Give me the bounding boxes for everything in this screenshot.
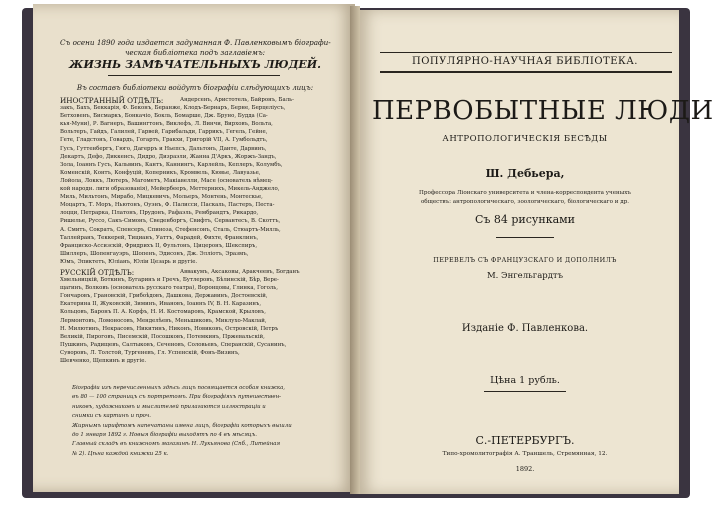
foreign-line: Коменскій, Контъ, Конфуцій, Коперникъ, Кромвель, Кювье, Лавуазье, <box>60 169 261 176</box>
notice-line-2: ческая библіотека подъ заглавіемъ: <box>124 48 266 57</box>
russian-line: Екатерина II, Жуковскій, Зиминъ, Ивановъ, Іоаннъ IV, В. Н. Каразинъ, <box>60 301 262 308</box>
publisher-note: Изданіе Ф. Павленкова. <box>461 323 589 334</box>
foreign-line: Моцартъ, Т. Моръ, Ньютонъ, Оуэнъ, Ф. Палисси, Паскаль, Пастеръ, Песта- <box>60 202 275 209</box>
printer-line: Типо-хромолитографія А. Траншель, Стремянная, 12. <box>442 451 608 457</box>
foreign-line: Таллейранъ, Теккерей, Тицианъ, Уаттъ, Фарадей, Фихте, Франклинъ, <box>60 234 259 241</box>
year-line: 1892. <box>515 465 535 473</box>
series-title: ЖИЗНЬ ЗАМѢЧАТЕЛЬНЫХЪ ЛЮДЕЙ. <box>69 58 321 71</box>
series-heading: ПОПУЛЯРНО-НАУЧНАЯ БИБЛІОТЕКА. <box>412 56 638 67</box>
foreign-line: Юмъ, Эпиктетъ, Юліанъ, Юліи Цезарь и другіе. <box>60 258 198 265</box>
russian-line: Суворовъ, Л. Толстой, Тургеневъ, Гл. Успенскій, Фонъ-Визинъ, <box>60 349 240 356</box>
short-rule <box>496 237 554 238</box>
series-rule-top <box>380 52 672 53</box>
foreign-line: кья-Муни), Р. Вагнеръ, Вашингтонъ, Виклефъ, Л. Винчи, Вирховъ, Вольта, <box>60 121 273 128</box>
foreign-line: Ришелье, Руссо, Сакъ-Симонъ, Сведенборгъ, Свифтъ, Сервантесъ, В. Скоттъ, <box>60 218 281 225</box>
foreign-line: Бетховенъ, Бисмаркъ, Бонкачіо, Бокль, Бомарше, Дж. Бруно, Будда (Са- <box>60 113 268 120</box>
foreign-line: Гусъ, Гуттенбергъ, Гюго, Дагерръ и Ньепсъ, Дальтонъ, Данте, Дарвинъ, <box>60 145 267 152</box>
intro-line: Въ составъ библіотеки войдутъ біографіи слѣдующихъ лицъ: <box>76 84 314 92</box>
russian-line: Кольцовъ, Баронъ П. А. Корфъ, Н. И. Костомаровъ, Крамской, Крыловъ, <box>60 309 266 316</box>
russian-line: Лермонтовъ, Ломоносовъ, Менделѣевъ, Меньшиковъ, Миклухо-Маклай, <box>60 317 267 324</box>
foreign-line: Зола, Іоаннъ Гусъ, Кальвинъ, Кантъ, Каннингъ, Карлейль, Кеплеръ, Колумбъ, <box>60 161 283 168</box>
author-desc-line: обществъ: антропологическаго, зоологическаго, біологическаго и др. <box>420 199 630 205</box>
foreign-line: закъ, Бахъ, Беккарія, Ф. Беконъ, Беранже, Клодъ-Бернаръ, Берне, Берцеліусъ, <box>60 105 286 112</box>
footer-line: Главный складъ въ книжномъ магазинѣ Н. Лукьянова (Спб., Литейная <box>72 441 281 448</box>
price-note: Цѣна 1 рубль. <box>490 375 560 386</box>
russian-line: Хмельницкій, Боткинъ, Бугаринъ и Гречъ, Бутлеровъ, Бѣлинскій, Бѣр, Вере- <box>60 277 279 284</box>
foreign-names <box>60 96 332 266</box>
series-title-rule <box>108 75 280 76</box>
footer-line: снимки съ картинъ и проч. <box>72 413 151 420</box>
foreign-line: кой народн. лиги образованія), Мейербееръ, Меттернихъ, Микель-Анджело, <box>60 186 280 193</box>
footer-line: въ 80 — 100 страницъ съ портретомъ. При біографіяхъ путешествен- <box>72 394 281 401</box>
notice-line-1: Съ осени 1890 года издается задуманная Ф. Павленковымъ біографи- <box>60 38 331 47</box>
russian-line: Гончаровъ, Грановскій, Грибоѣдовъ, Дашкова, Державинъ, Достоевскій, <box>60 293 268 300</box>
footer-line: № 2). Цѣна каждой книжки 25 к. <box>72 450 169 457</box>
book-title: ПЕРВОБЫТНЫЕ ЛЮДИ <box>372 96 714 126</box>
foreign-line: А. Смитъ, Сократъ, Спенсеръ, Спиноза, Стефенсонъ, Сталь, Стюартъ-Милль, <box>60 226 281 233</box>
foreign-line: Вольтеръ, Гайдъ, Галилей, Гарвей, Гарибальди, Гаррикъ, Гегель, Гейне, <box>60 129 268 136</box>
translation-note: ПЕРЕВЕЛЪ СЪ ФРАНЦУЗСКАГО И ДОПОЛНИЛЪ <box>433 256 617 264</box>
footer-line: никовъ, художниковъ и мыслителей прилагаются иллюстраціи и <box>72 403 266 410</box>
foreign-line: Гете, Гладстонъ, Говардъ, Гогартъ, Гракхи, Григорій VII, А. Гумбольдтъ, <box>60 137 268 144</box>
russian-line: Пушкинъ, Радищевъ, Салтыковъ, Сеченовъ, Соловьевъ, Сперанскій, Сусанинъ, <box>60 341 287 348</box>
foreign-line: Миль, Мильтонъ, Мирабо, Мицкевичъ, Мольеръ, Монтень, Монтескье, <box>60 194 263 201</box>
footer-line: Біографіи изъ перечисленныхъ здѣсь лицъ посвящается особая книжка, <box>72 385 285 391</box>
book-subtitle: АНТРОПОЛОГИЧЕСКІЯ БЕСѢДЫ <box>442 134 608 144</box>
foreign-line: Шиллеръ, Шопенгауэръ, Шопенъ, Эдисонъ, Дж. Элліотъ, Эразмъ, <box>60 250 249 257</box>
foreign-line: Франциско-Ассизскій, Фридрихъ II, Фультонъ, Цицеронъ, Шекспиръ, <box>60 242 258 249</box>
footer-notes <box>72 384 334 459</box>
illustrations-note: Съ 84 рисунками <box>474 213 576 226</box>
russian-line: щагинъ, Волковъ (основатель русскаго театра), Воронцовы, Глинка, Гоголь, <box>60 285 278 292</box>
price-rule <box>484 391 566 392</box>
translator-name: М. Энгельгардтъ <box>486 271 564 281</box>
foreign-line: Декартъ, Дефо, Диккенсъ, Дидро, Дизраэли, Жанна Д'Аркъ, Жоржъ-Зандъ, <box>60 153 277 160</box>
foreign-line: Лойола, Локкъ, Лютеръ, Магометъ, Макіавелли, Масе (основатель нѣмец- <box>60 177 273 184</box>
russian-line: Шевченко, Щепкинъ и другіе. <box>60 358 147 365</box>
russian-names <box>60 268 332 365</box>
footer-line: Жирнымъ шрифтомъ напечатаны имена лицъ, біографіи которыхъ вышли <box>72 422 292 429</box>
series-rule-bottom <box>380 71 672 73</box>
city-line: С.-ПЕТЕРБУРГЪ. <box>475 434 575 447</box>
right-page <box>357 10 714 494</box>
russian-line: Великій, Пироговъ, Писемскій, Посошковъ, Потемкинъ, Пржевальскій, <box>60 333 265 340</box>
author-name: Ш. Дебьера, <box>485 167 565 180</box>
foreign-line: Андерсенъ, Аристотель, Байронъ, Баль- <box>180 97 294 103</box>
foreign-line: лоцци, Петрарка, Платонъ, Прудонъ, Рафаэль, Рембрандтъ, Рикардо, <box>60 210 259 217</box>
russian-line: Аввакумъ, Аксаковы, Аракчеевъ, Богданъ <box>180 269 300 275</box>
book-gutter <box>350 6 360 494</box>
russian-section-label: РУССКІЙ ОТДѢЛЪ: <box>60 268 135 277</box>
russian-line: Н. Милютинъ, Некрасовъ, Никитинъ, Никонъ, Новиковъ, Островскій, Петръ <box>60 325 279 332</box>
author-desc-line: Профессора Ліонскаго университета и члена-корреспондента ученыхъ <box>419 190 631 196</box>
foreign-section-label: ИНОСТРАННЫЙ ОТДѢЛЪ: <box>60 96 164 105</box>
footer-line: до 1 января 1892 г. Новыя біографіи выходятъ по 4 въ мѣсяцъ. <box>72 432 257 439</box>
